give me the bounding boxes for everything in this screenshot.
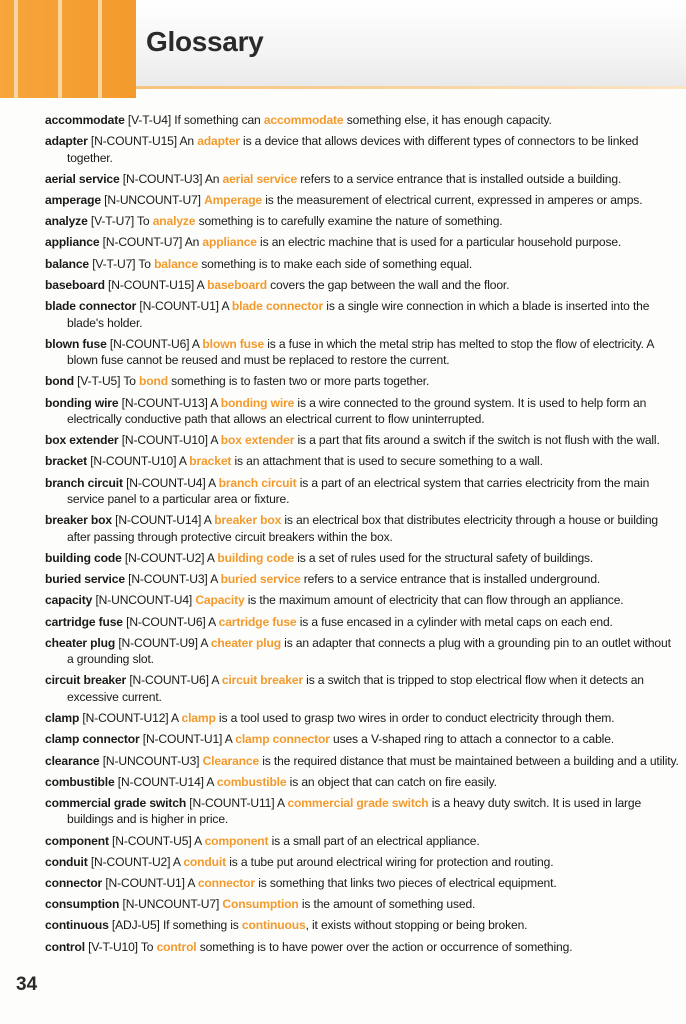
tab-stripe [98,0,102,98]
entry-definition-text: is a switch that is tripped to stop electrical flow when it detects an excessive current. [67,673,644,704]
glossary-entry [45,432,679,449]
entry-definition-text: A [172,854,184,869]
entry-highlight-term: cartridge fuse [218,614,297,629]
entry-tag: [N-COUNT-U2] [90,854,171,869]
entry-highlight-term: Capacity [195,593,245,608]
entry-term: cheater plug [45,635,116,650]
entry-definition-text: A [208,475,219,490]
entry-highlight-term: breaker box [214,513,282,528]
entry-term: adapter [45,134,88,149]
entry-tag: [N-COUNT-U9] [118,635,198,650]
entry-term: bonding wire [45,395,119,410]
glossary-entry [45,213,679,230]
entry-highlight-term: cheater plug [210,635,281,650]
entry-definition-text: A [211,673,222,688]
entry-highlight-term: control [156,939,197,954]
entry-tag: [N-COUNT-U7] [102,235,183,250]
glossary-entry [45,833,679,850]
entry-highlight-term: Amperage [204,193,263,208]
entry-definition-text: is a fuse in which the metal strip has melted to stop the flow of electricity. A blown fuse cannot be reused and must be replaced to restore the current. [67,336,654,368]
entry-highlight-term: balance [154,256,199,271]
glossary-entry [45,512,679,545]
header-orange-tab [0,0,136,98]
entry-highlight-term: continuous [241,918,306,933]
glossary-entry [45,710,679,727]
glossary-entry [45,298,679,331]
entry-definition-text: is a wire connected to the ground system. It is used to help form an electrically conductive path that allows an electrical current to flow uninterrupted. [67,395,647,427]
entry-definition-text: A [208,614,219,629]
entry-definition-text: is an object that can catch on fire easily. [286,774,497,789]
glossary-entry [45,854,679,871]
entry-tag: [N-COUNT-U3] [122,171,203,186]
entry-term: appliance [45,235,100,250]
entry-term: amperage [45,193,101,208]
glossary-entry [45,550,679,567]
glossary-entry [45,171,679,188]
entry-term: buried service [45,572,125,587]
glossary-entry [45,939,679,956]
tab-stripe [58,0,62,98]
entry-highlight-term: conduit [183,854,226,869]
entry-highlight-term: bond [139,374,168,389]
entry-tag: [V-T-U7] [92,256,136,271]
entry-definition-text: something is to carefully examine the nature of something. [195,214,503,229]
header-underline [136,86,686,89]
entry-tag: [V-T-U10] [88,939,138,954]
entry-definition-text: is an attachment that is used to secure something to a wall. [231,454,543,469]
tab-stripe [14,0,18,98]
glossary-entry [45,774,679,791]
entry-highlight-term: accommodate [263,113,344,127]
entry-term: capacity [45,593,93,608]
entry-definition-text: is a small part of an electrical appliance. [268,833,480,848]
entry-highlight-term: connector [197,875,255,890]
entry-definition-text: is a tube put around electrical wiring for protection and routing. [225,854,554,869]
entry-tag: [N-COUNT-U6] [129,673,209,688]
glossary-entry [45,896,679,913]
entry-definition-text: is something that links two pieces of electrical equipment. [254,875,557,890]
glossary-entry [45,731,679,748]
entry-highlight-term: blade connector [231,299,324,313]
entry-definition-text: is a part of an electrical system that carries electricity from the main service panel to a particular area or fixture. [67,475,650,507]
entry-term: bracket [45,454,87,469]
glossary-entry [45,373,679,390]
entry-tag: [N-COUNT-U6] [126,614,206,629]
glossary-entry [45,112,679,129]
entry-definition-text: is a tool used to grasp two wires in order to conduct electricity through them. [215,711,615,726]
entry-term: bond [45,374,74,389]
entry-tag: [N-UNCOUNT-U3] [102,753,200,768]
glossary-entry [45,395,679,428]
entry-term: blown fuse [45,336,107,351]
glossary-entry [45,336,679,369]
entry-definition-text: is an adapter that connects a plug with a grounding pin to an outlet without a grounding slot. [67,635,671,667]
glossary-entry [45,234,679,251]
entry-term: accommodate [45,113,125,127]
glossary-entry [45,592,679,609]
entry-definition-text: A [224,732,236,747]
entry-tag: [N-COUNT-U14] [117,774,204,789]
entry-term: consumption [45,897,120,912]
entry-highlight-term: analyze [152,214,196,229]
entry-term: baseboard [45,277,105,292]
entry-tag: [N-COUNT-U6] [109,336,190,351]
entry-highlight-term: appliance [202,235,257,250]
glossary-entries [45,112,679,960]
entry-highlight-term: clamp [181,711,216,726]
entry-definition-text: is a heavy duty switch. It is used in large buildings and is higher in price. [67,795,642,827]
entry-tag: [N-COUNT-U3] [128,572,208,587]
glossary-entry [45,875,679,892]
entry-definition-text: is the maximum amount of electricity that can flow through an appliance. [244,593,624,608]
entry-definition-text: A [206,774,217,789]
entry-tag: [V-T-U4] [127,113,172,127]
entry-highlight-term: combustible [216,774,287,789]
entry-definition-text: is a device that allows devices with different types of connectors to be linked together. [67,134,639,165]
entry-tag: [V-T-U5] [77,374,121,389]
glossary-entry [45,277,679,294]
page-title: Glossary [146,26,264,57]
page-header [0,0,686,100]
entry-term: clamp [45,711,80,726]
entry-term: aerial service [45,171,120,186]
glossary-entry [45,635,679,668]
entry-tag: [N-COUNT-U15] [108,277,195,292]
entry-tag: [N-COUNT-U10] [121,433,208,448]
glossary-entry [45,475,679,508]
entry-definition-text: A [277,795,288,810]
glossary-entry [45,672,679,705]
glossary-entry [45,753,679,770]
entry-definition-text: A [210,395,221,410]
entry-tag: [N-COUNT-U4] [126,475,206,490]
entry-term: box extender [45,433,119,448]
entry-definition-text: An [204,171,223,186]
entry-definition-text: is a fuse encased in a cylinder with metal caps on each end. [296,614,613,629]
entry-tag: [N-COUNT-U1] [105,875,185,890]
entry-definition-text: A [210,433,221,448]
entry-definition-text: A [196,277,208,292]
entry-definition-text: is a set of rules used for the structural safety of buildings. [294,551,594,565]
entry-definition-text: is a single wire connection in which a blade is inserted into the blade's holder. [67,299,650,330]
entry-term: circuit breaker [45,673,127,688]
entry-definition-text: An [179,134,198,149]
entry-term: connector [45,875,103,890]
entry-term: continuous [45,918,109,933]
entry-highlight-term: building code [217,551,295,565]
glossary-entry [45,256,679,273]
entry-highlight-term: clamp connector [235,732,330,747]
entry-term: component [45,833,109,848]
entry-tag: [N-UNCOUNT-U4] [95,593,193,608]
entry-definition-text: A [210,572,221,587]
entry-definition-text: A [200,635,211,650]
entry-tag: [N-COUNT-U5] [112,833,192,848]
entry-definition-text: is the measurement of electrical current, expressed in amperes or amps. [262,193,643,208]
entry-tag: [N-COUNT-U11] [189,795,275,810]
entry-definition-text: something is to have power over the action or occurrence of something. [196,939,573,954]
entry-highlight-term: buried service [220,572,301,587]
entry-definition-text: is a part that fits around a switch if the switch is not flush with the wall. [294,433,660,448]
entry-tag: [N-COUNT-U12] [82,711,169,726]
entry-tag: [N-UNCOUNT-U7] [122,897,220,912]
entry-term: breaker box [45,513,112,528]
entry-term: combustible [45,774,115,789]
entry-definition-text: A [178,454,190,469]
entry-tag: [N-COUNT-U14] [115,513,202,528]
entry-definition-text: refers to a service entrance that is installed underground. [300,572,601,587]
entry-definition-text: A [194,833,205,848]
entry-definition-text: , it exists without stopping or being broken. [305,918,528,933]
entry-highlight-term: branch circuit [218,475,297,490]
glossary-entry [45,453,679,470]
entry-highlight-term: component [204,833,269,848]
entry-term: control [45,939,85,954]
entry-term: conduit [45,854,88,869]
entry-term: branch circuit [45,475,123,490]
entry-highlight-term: box extender [220,433,295,448]
entry-highlight-term: bonding wire [220,395,295,410]
entry-definition-text: A [187,875,198,890]
entry-highlight-term: Consumption [222,897,299,912]
entry-term: analyze [45,214,88,229]
entry-definition-text: is the amount of something used. [298,897,476,912]
entry-highlight-term: Clearance [202,753,260,768]
entry-tag: [N-COUNT-U10] [90,454,177,469]
entry-definition-text: is the required distance that must be maintained between a building and a utility. [259,753,679,768]
entry-definition-text: An [184,235,203,250]
entry-definition-text: A [171,711,182,726]
entry-highlight-term: bracket [189,454,232,469]
entry-tag: [N-COUNT-U13] [121,395,208,410]
entry-highlight-term: circuit breaker [221,673,303,688]
glossary-entry [45,795,679,828]
entry-term: cartridge fuse [45,614,123,629]
entry-definition-text: A [191,336,203,351]
entry-tag: [N-UNCOUNT-U7] [104,193,201,208]
entry-definition-text: something else, it has enough capacity. [343,113,552,127]
entry-tag: [V-T-U7] [90,214,135,229]
entry-definition-text: If something is [162,918,242,933]
glossary-entry [45,192,679,209]
entry-definition-text: A [221,299,232,313]
entry-term: clamp connector [45,732,140,747]
entry-highlight-term: aerial service [222,171,298,186]
entry-definition-text: uses a V-shaped ring to attach a connector to a cable. [329,732,614,747]
entry-definition-text: is an electric machine that is used for a particular household purpose. [256,235,622,250]
entry-definition-text: covers the gap between the wall and the floor. [266,277,510,292]
entry-tag: [N-COUNT-U15] [90,134,177,149]
entry-term: building code [45,551,122,565]
entry-highlight-term: commercial grade switch [287,795,429,810]
entry-tag: [N-COUNT-U1] [142,732,223,747]
entry-term: commercial grade switch [45,795,187,810]
entry-tag: [N-COUNT-U2] [124,551,205,565]
glossary-entry [45,614,679,631]
entry-highlight-term: baseboard [207,277,267,292]
entry-term: clearance [45,753,100,768]
glossary-entry [45,571,679,588]
glossary-entry [45,133,679,166]
entry-definition-text: To [140,939,157,954]
entry-highlight-term: blown fuse [202,336,265,351]
glossary-entry [45,917,679,934]
entry-definition-text: To [138,256,155,271]
entry-tag: [N-COUNT-U1] [139,299,219,313]
entry-definition-text: something is to fasten two or more parts together. [167,374,430,389]
entry-term: balance [45,256,89,271]
entry-definition-text: To [123,374,140,389]
entry-definition-text: something is to make each side of something equal. [198,256,473,271]
entry-definition-text: To [137,214,153,229]
entry-term: blade connector [45,299,137,313]
page-number: 34 [16,974,38,995]
entry-definition-text: is an electrical box that distributes electricity through a house or building after passing through protective circuit breakers within the box. [67,513,659,544]
entry-definition-text: A [203,513,215,528]
entry-definition-text: A [206,551,218,565]
entry-definition-text: If something can [174,113,264,127]
entry-definition-text: refers to a service entrance that is installed outside a building. [297,171,622,186]
entry-highlight-term: adapter [197,134,240,149]
entry-tag: [ADJ-U5] [111,918,160,933]
